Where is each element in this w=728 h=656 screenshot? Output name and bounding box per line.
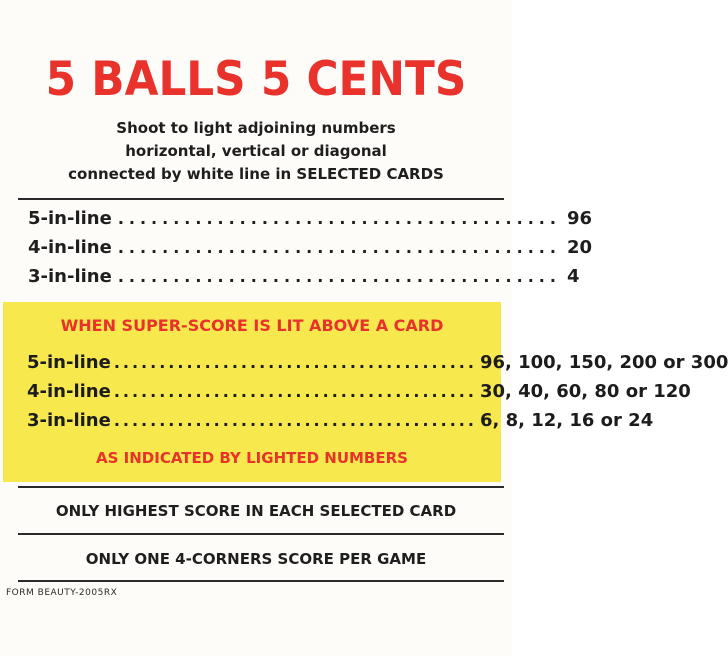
form-code: FORM BEAUTY-2005RX	[6, 588, 118, 598]
instruction-line: horizontal, vertical or diagonal	[125, 142, 387, 160]
dot-leader: ........................................	[117, 238, 561, 257]
score-row-3-in-line	[28, 266, 580, 292]
super-score-values: 6, 8, 12, 16 or 24	[479, 410, 654, 431]
score-label: 3-in-line	[28, 266, 112, 287]
game-title: 5 BALLS 5 CENTS	[45, 52, 467, 107]
four-corners-note: ONLY ONE 4-CORNERS SCORE PER GAME	[85, 550, 427, 568]
divider	[18, 580, 504, 582]
super-score-row-4-in-line	[27, 381, 691, 409]
score-label: 5-in-line	[28, 208, 112, 229]
super-score-panel	[3, 302, 728, 482]
super-score-values: 96, 100, 150, 200 or 300	[479, 352, 728, 373]
dot-leader: ........................................	[117, 209, 561, 228]
super-score-row-3-in-line	[27, 410, 654, 438]
super-score-label: 3-in-line	[27, 410, 111, 431]
dot-leader: ........................................	[113, 353, 477, 372]
score-value: 4	[566, 266, 580, 287]
super-score-label: 5-in-line	[27, 352, 111, 373]
super-score-label: 4-in-line	[27, 381, 111, 402]
super-score-values: 30, 40, 60, 80 or 120	[479, 381, 691, 402]
score-value: 96	[566, 208, 592, 229]
divider	[18, 486, 504, 488]
instructions	[0, 117, 512, 186]
super-score-heading: WHEN SUPER-SCORE IS LIT ABOVE A CARD	[60, 316, 444, 335]
score-row-5-in-line	[28, 208, 592, 234]
score-label: 4-in-line	[28, 237, 112, 258]
divider	[18, 198, 504, 200]
score-row-4-in-line	[28, 237, 592, 263]
instruction-line: connected by white line in SELECTED CARDS	[68, 165, 444, 183]
instruction-line: Shoot to light adjoining numbers	[116, 119, 396, 137]
dot-leader: ........................................	[117, 267, 561, 286]
dot-leader: ........................................	[113, 411, 477, 430]
score-value: 20	[566, 237, 592, 258]
super-score-row-5-in-line	[27, 352, 728, 380]
divider	[18, 533, 504, 535]
super-score-footer: AS INDICATED BY LIGHTED NUMBERS	[96, 449, 408, 467]
highest-score-note: ONLY HIGHEST SCORE IN EACH SELECTED CARD	[55, 502, 457, 520]
dot-leader: ........................................	[113, 382, 477, 401]
